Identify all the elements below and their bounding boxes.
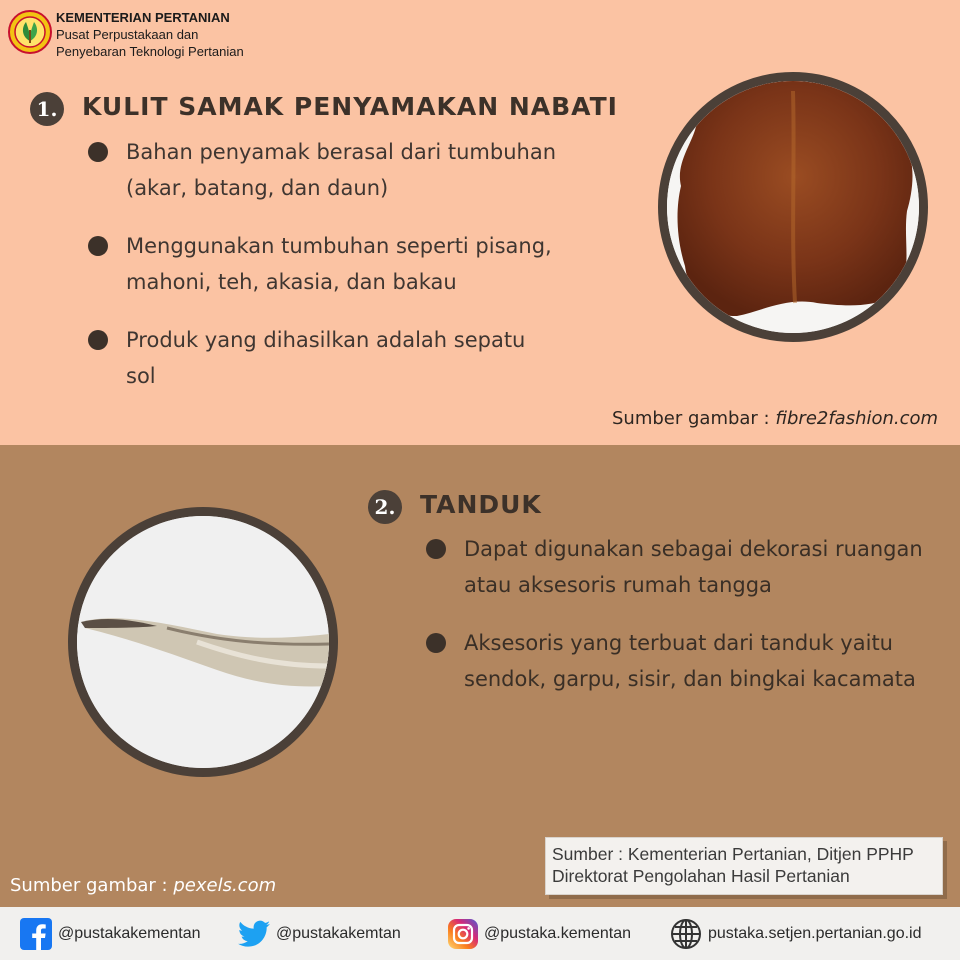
org-name: KEMENTERIAN PERTANIAN (56, 10, 230, 25)
bullet-dot-icon (88, 330, 108, 350)
section2-title: TANDUK (420, 490, 542, 519)
section1-image-credit: Sumber gambar : fibre2fashion.com (612, 408, 939, 429)
bullet-dot-icon (426, 633, 446, 653)
bullet-dot-icon (88, 142, 108, 162)
twitter-link[interactable]: @pustakakemtan (238, 907, 401, 960)
source-line2: Direktorat Pengolahan Hasil Pertanian (552, 866, 850, 886)
facebook-link[interactable]: @pustakakementan (20, 907, 201, 960)
leather-hide-illustration (667, 81, 919, 333)
website-link[interactable]: pustaka.setjen.pertanian.go.id (670, 907, 921, 960)
footer-social-bar (0, 907, 960, 960)
list-item: Menggunakan tumbuhan seperti pisang, mahoni, teh, akasia, dan bakau (88, 228, 608, 300)
list-item: Dapat digunakan sebagai dekorasi ruangan atau aksesoris rumah tangga (426, 531, 946, 603)
org-sub2: Penyebaran Teknologi Pertanian (56, 44, 244, 59)
bullet-dot-icon (426, 539, 446, 559)
section2-number: 2. (368, 490, 402, 524)
bullet-dot-icon (88, 236, 108, 256)
twitter-icon (238, 920, 270, 948)
globe-icon (670, 918, 702, 950)
facebook-icon (20, 918, 52, 950)
kementan-logo-icon (8, 10, 52, 54)
section1-number: 1. (30, 92, 64, 126)
org-sub1: Pusat Perpustakaan dan (56, 27, 199, 42)
org-header (56, 9, 244, 60)
list-item: Produk yang dihasilkan adalah sepatu sol (88, 322, 608, 394)
horn-illustration (77, 516, 329, 768)
horn-image (68, 507, 338, 777)
section2-bullet-list (426, 531, 946, 719)
instagram-link[interactable]: @pustaka.kementan (448, 907, 631, 960)
source-box (545, 837, 943, 895)
section-kulit-samak (0, 0, 960, 445)
section1-title: KULIT SAMAK PENYAMAKAN NABATI (82, 92, 618, 121)
section1-bullet-list (88, 134, 608, 416)
leather-hide-image (658, 72, 928, 342)
list-item: Bahan penyamak berasal dari tumbuhan (akar, batang, dan daun) (88, 134, 608, 206)
source-line1: Sumber : Kementerian Pertanian, Ditjen PPHP (552, 844, 914, 864)
section2-image-credit: Sumber gambar : pexels.com (10, 875, 277, 896)
list-item: Aksesoris yang terbuat dari tanduk yaitu sendok, garpu, sisir, dan bingkai kacamata (426, 625, 946, 697)
instagram-icon (448, 919, 478, 949)
